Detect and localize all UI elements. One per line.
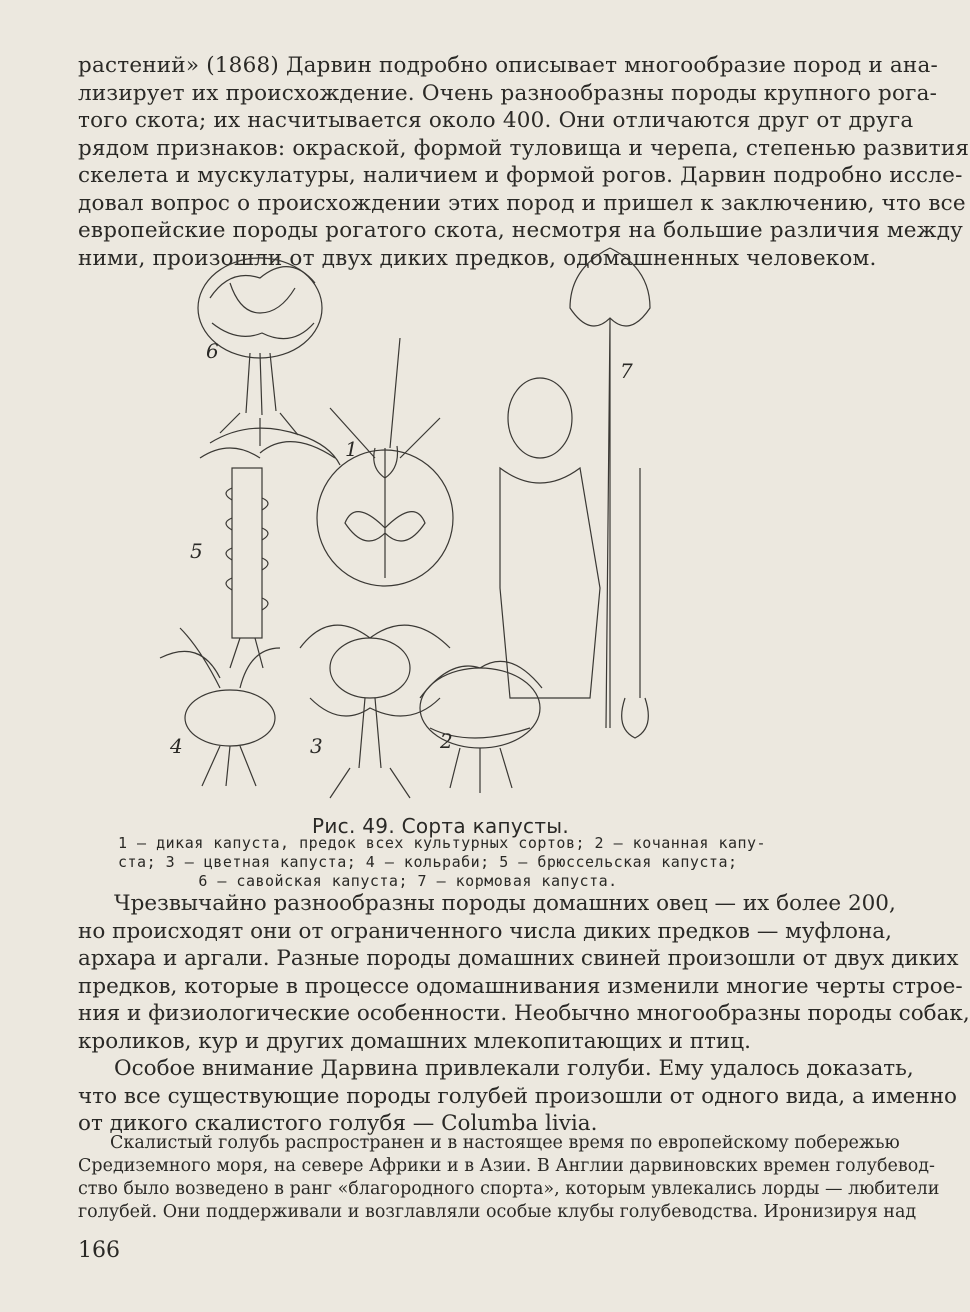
label-7: 7: [620, 359, 633, 383]
figure-caption-text: [118, 834, 767, 891]
text-line: того скота; их насчитывается около 400. Они отличаются друг от друга: [78, 108, 914, 133]
kale-and-man-drawing: [500, 248, 650, 738]
label-6: 6: [206, 339, 219, 363]
label-3: 3: [310, 734, 323, 758]
text-line: архара и аргали. Разные породы домашних свиней произошли от двух диких: [78, 946, 959, 971]
text-line: лизирует их происхождение. Очень разнообразны породы крупного рога-: [78, 80, 938, 106]
text-line: довал вопрос о происхождении этих пород и пришел к заключению, что все: [78, 190, 966, 216]
small-paragraph: [78, 1132, 940, 1224]
cabbage-varieties-illustration: [140, 228, 760, 808]
cabbage-drawing: [140, 228, 760, 808]
text-line: голубей. Они поддерживали и возглавляли особые клубы голубеводства. Иронизируя над: [78, 1202, 917, 1222]
text-line: Скалистый голубь распространен и в настоящее время по европейскому побережью: [110, 1133, 900, 1153]
kohlrabi-drawing: [160, 628, 280, 786]
text-line: ство было возведено в ранг «благородного спорта», которым увлекались лорды — любители: [78, 1179, 940, 1199]
label-4: 4: [170, 734, 183, 758]
figure-caption-title: Рис. 49. Сорта капусты.: [312, 814, 570, 838]
head-cabbage-drawing: [420, 661, 542, 793]
text-line: ними, произошли от двух диких предков, одомашненных человеком.: [78, 245, 877, 271]
caption-line: 1 — дикая капуста, предок всех культурных сортов; 2 — кочанная капу-: [118, 834, 767, 852]
text-line: скелета и мускулатуры, наличием и формой рогов. Дарвин подробно иссле-: [78, 163, 963, 188]
text-line: рядом признаков: окраской, формой туловища и черепа, степенью развития: [78, 135, 970, 161]
middle-paragraph: [78, 890, 970, 1138]
text-line: предков, которые в процессе одомашнивания изменили многие черты строе-: [78, 973, 963, 999]
text-line: Средиземного моря, на севере Африки и в Азии. В Англии дарвиновских времен голубевод-: [78, 1156, 935, 1176]
label-1: 1: [345, 437, 358, 461]
page-number: 166: [78, 1238, 120, 1263]
label-2: 2: [440, 729, 453, 753]
text-line: кроликов, кур и других домашних млекопитающих и птиц.: [78, 1028, 751, 1054]
text-line: Чрезвычайно разнообразны породы домашних овец — их более 200,: [114, 891, 896, 916]
text-line: что все существующие породы голубей произошли от одного вида, а именно: [78, 1083, 958, 1109]
brussels-sprouts-drawing: [200, 428, 340, 668]
text-line: ния и физиологические особенности. Необычно многообразны породы собак,: [78, 1001, 970, 1026]
label-5: 5: [190, 539, 203, 563]
wild-cabbage-drawing: [317, 338, 453, 586]
cauliflower-drawing: [300, 625, 450, 798]
text-line: но происходят они от ограниченного числа диких предков — муфлона,: [78, 918, 892, 944]
text-line: от дикого скалистого голубя — Columba livia.: [78, 1111, 598, 1136]
text-line: Особое внимание Дарвина привлекали голуби. Ему удалось доказать,: [114, 1056, 914, 1081]
caption-line: 6 — савойская капуста; 7 — кормовая капуста.: [198, 872, 618, 890]
text-line: европейские породы рогатого скота, несмотря на большие различия между: [78, 218, 964, 243]
text-line: растений» (1868) Дарвин подробно описывает многообразие пород и ана-: [78, 53, 938, 78]
caption-line: ста; 3 — цветная капуста; 4 — кольраби; 5 — брюссельская капуста;: [118, 853, 738, 871]
